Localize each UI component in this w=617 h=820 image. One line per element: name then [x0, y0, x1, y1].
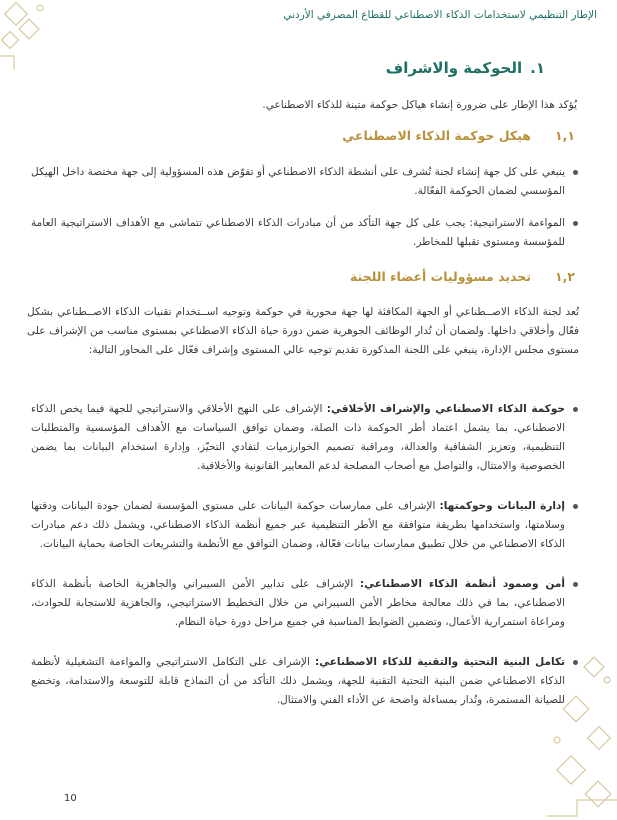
running-header: الإطار التنظيمي لاستخدامات الذكاء الاصطناعي للقطاع المصرفي الأردني — [283, 9, 597, 21]
corner-ornament-top-left — [0, 0, 60, 70]
list-item: تكامل البنية التحتية والتقنية للذكاء الاصطناعي: الإشراف على التكامل الاستراتيجي والمواءمة التشغيلية لأنظمة الذكاء الاصطناعي ضمن البنية التحتية التقنية للجهة، ويشمل ذلك التأكد من أن النماذج قابلة للتوسعة والاستدامة، وتخضع للصيانة المستمرة، وتُدار بمساءلة واضحة عن الأداء الفني والامتثال. — [31, 653, 579, 710]
committee-paragraph: تُعد لجنة الذكاء الاصــطناعي أو الجهة المكافئة لها جهة محورية في حوكمة وتوجيه اســتخدام تقنيات الذكاء الاصــطناعي بشكل فعّال وأخلاقي داخلها. ولضمان أن تُدار الوظائف الجوهرية ضمن دورة حياة الذكاء الاصطناعي بمستوى مناسب من الإشراف على مستوى مجلس الإدارة، ينبغي على اللجنة المذكورة تقديم توجيه عالي المستوى وإشراف فعّال على المحاور التالية: — [27, 306, 579, 356]
list-item: ينبغي على كل جهة إنشاء لجنة تُشرف على أنشطة الذكاء الاصطناعي أو تفوّض هذه المسؤولية إلى جهة مختصة داخل الهيكل المؤسسي لضمان الحوكمة الفعّالة. — [31, 163, 579, 201]
subsection-number: ١,١ — [554, 128, 575, 143]
bullet-list-2 — [31, 400, 579, 731]
section-intro: يُؤكد هذا الإطار على ضرورة إنشاء هياكل حوكمة متينة للذكاء الاصطناعي. — [262, 99, 577, 111]
subsection-heading-2 — [350, 269, 575, 284]
section-number: ١. — [530, 59, 545, 77]
list-item: المواءمة الاستراتيجية: يجب على كل جهة التأكد من أن مبادرات الذكاء الاصطناعي تتماشى مع الأهداف الاستراتيجية العامة للمؤسسة ومستوى تقبلها للمخاطر. — [31, 214, 579, 252]
section-title: الحوكمة والاشراف — [385, 59, 523, 77]
bullet-list-1 — [31, 163, 579, 265]
page-number: 10 — [64, 793, 77, 804]
subsection-number: ١,٢ — [554, 269, 575, 284]
list-item: حوكمة الذكاء الاصطناعي والإشراف الأخلاقي: الإشراف على النهج الأخلاقي والاستراتيجي للجهة فيما يخص الذكاء الاصطناعي، بما يشمل اعتماد أطر الحوكمة ذات الصلة، وضمان توافق السياسات مع الأهداف المؤسسية والمتطلبات التنظيمية، وتعزيز الشفافية والعدالة، ومراقبة تصميم الخوارزميات لتفادي التحيّز، وإدارة استخدام البيانات بما يضمن الخصوصية والامتثال، والتواصل مع أصحاب المصلحة لدعم المعايير القانونية والأخلاقية. — [31, 400, 579, 476]
subsection-title: هيكل حوكمة الذكاء الاصطناعي — [342, 128, 531, 143]
list-item: أمن وصمود أنظمة الذكاء الاصطناعي: الإشراف على تدابير الأمن السيبراني والجاهزية الخاصة بأنظمة الذكاء الاصطناعي، بما في ذلك معالجة مخاطر الأمن السيبراني من خلال التخطيط الاستراتيجي، والجاهزية للاستجابة للحوادث، ومراعاة استمرارية الأعمال، وتضمين الضوابط المناسبة في جميع مراحل دورة حياة النظام. — [31, 575, 579, 632]
corner-ornament-bottom-right — [547, 640, 617, 820]
subsection-title: تحديد مسؤوليات أعضاء اللجنة — [349, 269, 531, 284]
subsection-heading-1 — [342, 128, 575, 143]
section-heading — [386, 59, 545, 77]
list-item: إدارة البيانات وحوكمتها: الإشراف على ممارسات حوكمة البيانات على مستوى المؤسسة لضمان جودة البيانات ودقتها وسلامتها، واستخدامها بطريقة متوافقة مع الأطر التنظيمية عبر جميع أنظمة الذكاء الاصطناعي، ويشمل ذلك دعم مبادرات الذكاء الاصطناعي من خلال تطبيق ممارسات بيانات فعّالة، وضمان التوافق مع الأنظمة والتشريعات الخاصة بحماية البيانات. — [31, 497, 579, 554]
